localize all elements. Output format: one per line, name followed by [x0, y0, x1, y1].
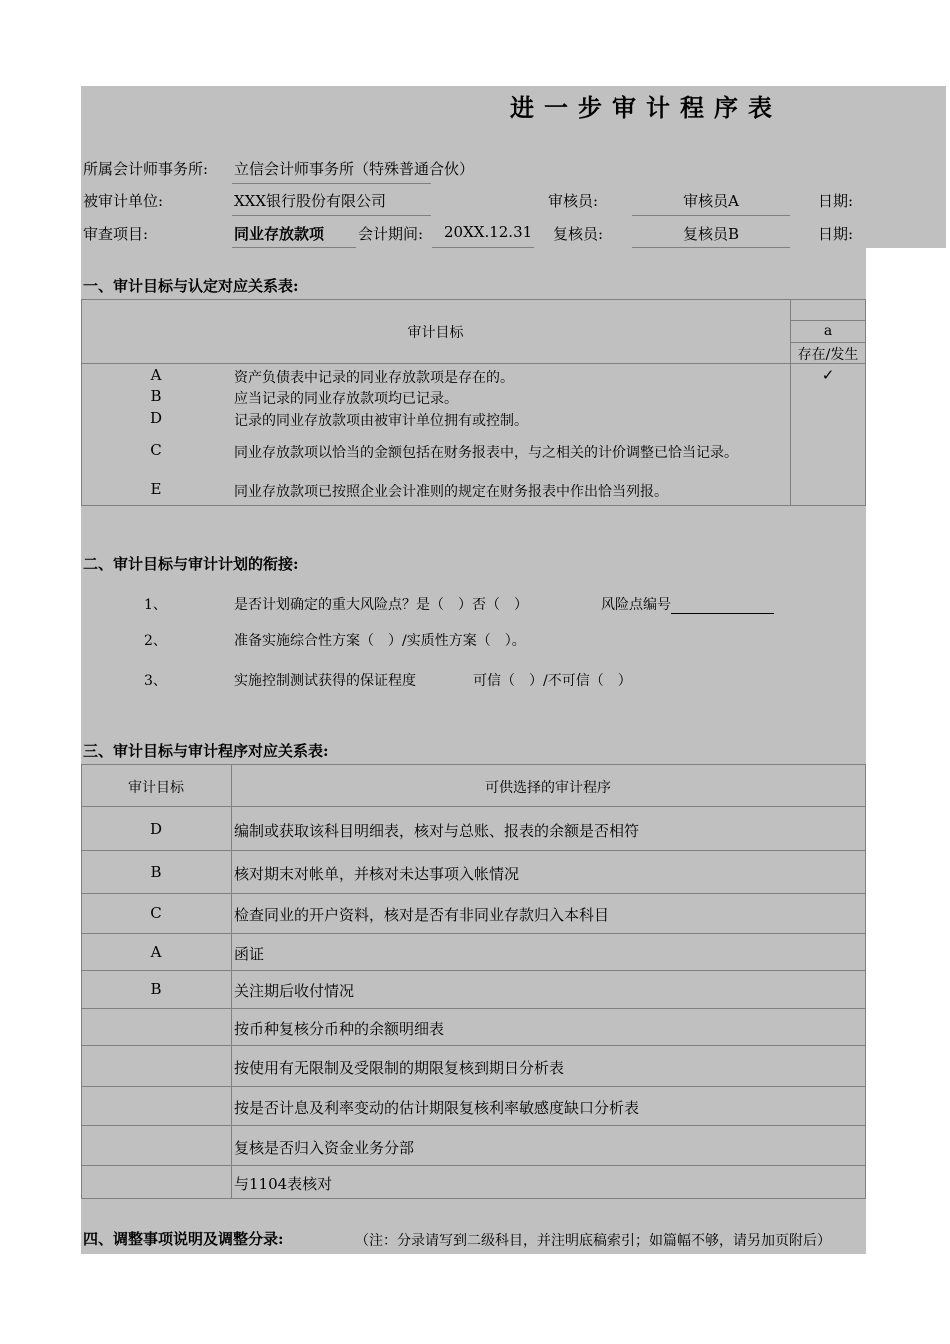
checkmark-icon: ✓: [821, 366, 835, 384]
item-label: 审查项目:: [83, 225, 149, 243]
item-value: 同业存放款项: [234, 225, 325, 243]
entity-underline: [232, 215, 431, 216]
firm-underline: [232, 183, 431, 184]
section1-col-assertion: 存在/发生: [797, 347, 859, 363]
section2-item-extra: [601, 594, 774, 614]
firm-label: 所属会计师事务所:: [83, 160, 209, 178]
section1-row-code: E: [150, 480, 162, 498]
period-value: 20XX.12.31: [444, 223, 533, 241]
item-underline: [232, 247, 356, 248]
section4-heading: 四、调整事项说明及调整分录:: [83, 1230, 284, 1248]
section2-heading: 二、审计目标与审计计划的衔接:: [83, 555, 299, 573]
section2-item-extra: 可信（ ）/不可信（ ）: [473, 673, 632, 689]
section3-row-text: 复核是否归入资金业务分部: [234, 1139, 415, 1157]
date-label-2: 日期:: [818, 225, 854, 243]
section3-row-text: 编制或获取该科目明细表，核对与总账、报表的余额是否相符: [234, 822, 640, 840]
rereviewer-value: 复核员B: [682, 225, 740, 243]
section1-row-text: 记录的同业存放款项由被审计单位拥有或控制。: [234, 413, 528, 429]
section1-row-text: 同业存放款项已按照企业会计准则的规定在财务报表中作出恰当列报。: [234, 484, 668, 500]
section3-heading: 三、审计目标与审计程序对应关系表:: [83, 742, 329, 760]
section3-col-target: 审计目标: [128, 780, 184, 796]
period-underline: [432, 247, 534, 248]
risk-number-field[interactable]: [671, 597, 774, 614]
section3-row-text: 检查同业的开户资料，核对是否有非同业存款归入本科目: [234, 906, 610, 924]
section3-row-text: 关注期后收付情况: [234, 982, 355, 1000]
section4-note-clip: [355, 1230, 866, 1250]
entity-value: XXX银行股份有限公司: [234, 192, 387, 210]
reviewer-label: 审核员:: [548, 192, 599, 210]
risk-number-label: 风险点编号: [601, 597, 671, 613]
entity-label: 被审计单位:: [83, 192, 164, 210]
section2-item-num: 3、: [144, 673, 167, 689]
firm-value: 立信会计师事务所（特殊普通合伙）: [234, 160, 475, 178]
section3-row-code: D: [149, 820, 163, 838]
reviewer-underline: [632, 215, 790, 216]
rereviewer-label: 复核员:: [553, 225, 604, 243]
section3-row-code: B: [150, 980, 162, 998]
section1-row-text: 同业存放款项以恰当的金额包括在财务报表中，与之相关的计价调整已恰当记录。: [234, 445, 738, 461]
section1-row-text: 资产负债表中记录的同业存放款项是存在的。: [234, 370, 514, 386]
rereviewer-underline: [632, 247, 790, 248]
section3-row-text: 按使用有无限制及受限制的期限复核到期日分析表: [234, 1059, 565, 1077]
date-label-1: 日期:: [818, 192, 854, 210]
section1-row-code: C: [150, 441, 162, 459]
section3-row-text: 与1104表核对: [234, 1175, 333, 1193]
section1-row-text: 应当记录的同业存放款项均已记录。: [234, 391, 458, 407]
section1-col-target: 审计目标: [407, 325, 464, 341]
section3-row-code: C: [150, 904, 162, 922]
period-label: 会计期间:: [358, 225, 424, 243]
reviewer-value: 审核员A: [683, 192, 739, 210]
section3-row-text: 函证: [234, 945, 265, 963]
section3-col-procedure: 可供选择的审计程序: [485, 780, 611, 796]
section1-row-code: D: [149, 409, 163, 427]
section4-note: （注：分录请写到二级科目，并注明底稿索引；如篇幅不够，请另加页附后）: [355, 1233, 831, 1249]
section3-row-code: B: [150, 863, 162, 881]
section2-item-text: 是否计划确定的重大风险点？是（ ）否（ ）: [234, 597, 528, 613]
section3-row-text: 按币种复核分币种的余额明细表: [234, 1020, 445, 1038]
section3-row-text: 核对期末对帐单，并核对未达事项入帐情况: [234, 865, 520, 883]
section1-row-code: A: [150, 366, 162, 384]
section3-row-code: A: [150, 943, 162, 961]
section3-row-text: 按是否计息及利率变动的估计期限复核利率敏感度缺口分析表: [234, 1099, 640, 1117]
section1-heading: 一、审计目标与认定对应关系表:: [83, 277, 299, 295]
page-title: 进一步审计程序表: [510, 93, 782, 122]
section1-col-a: a: [823, 323, 833, 339]
section1-row-code: B: [150, 387, 162, 405]
section2-item-num: 2、: [144, 633, 167, 649]
section2-item-num: 1、: [144, 597, 167, 613]
section2-item-text: 准备实施综合性方案（ ）/实质性方案（ ）。: [234, 633, 526, 649]
section2-item-text: 实施控制测试获得的保证程度: [234, 673, 416, 689]
